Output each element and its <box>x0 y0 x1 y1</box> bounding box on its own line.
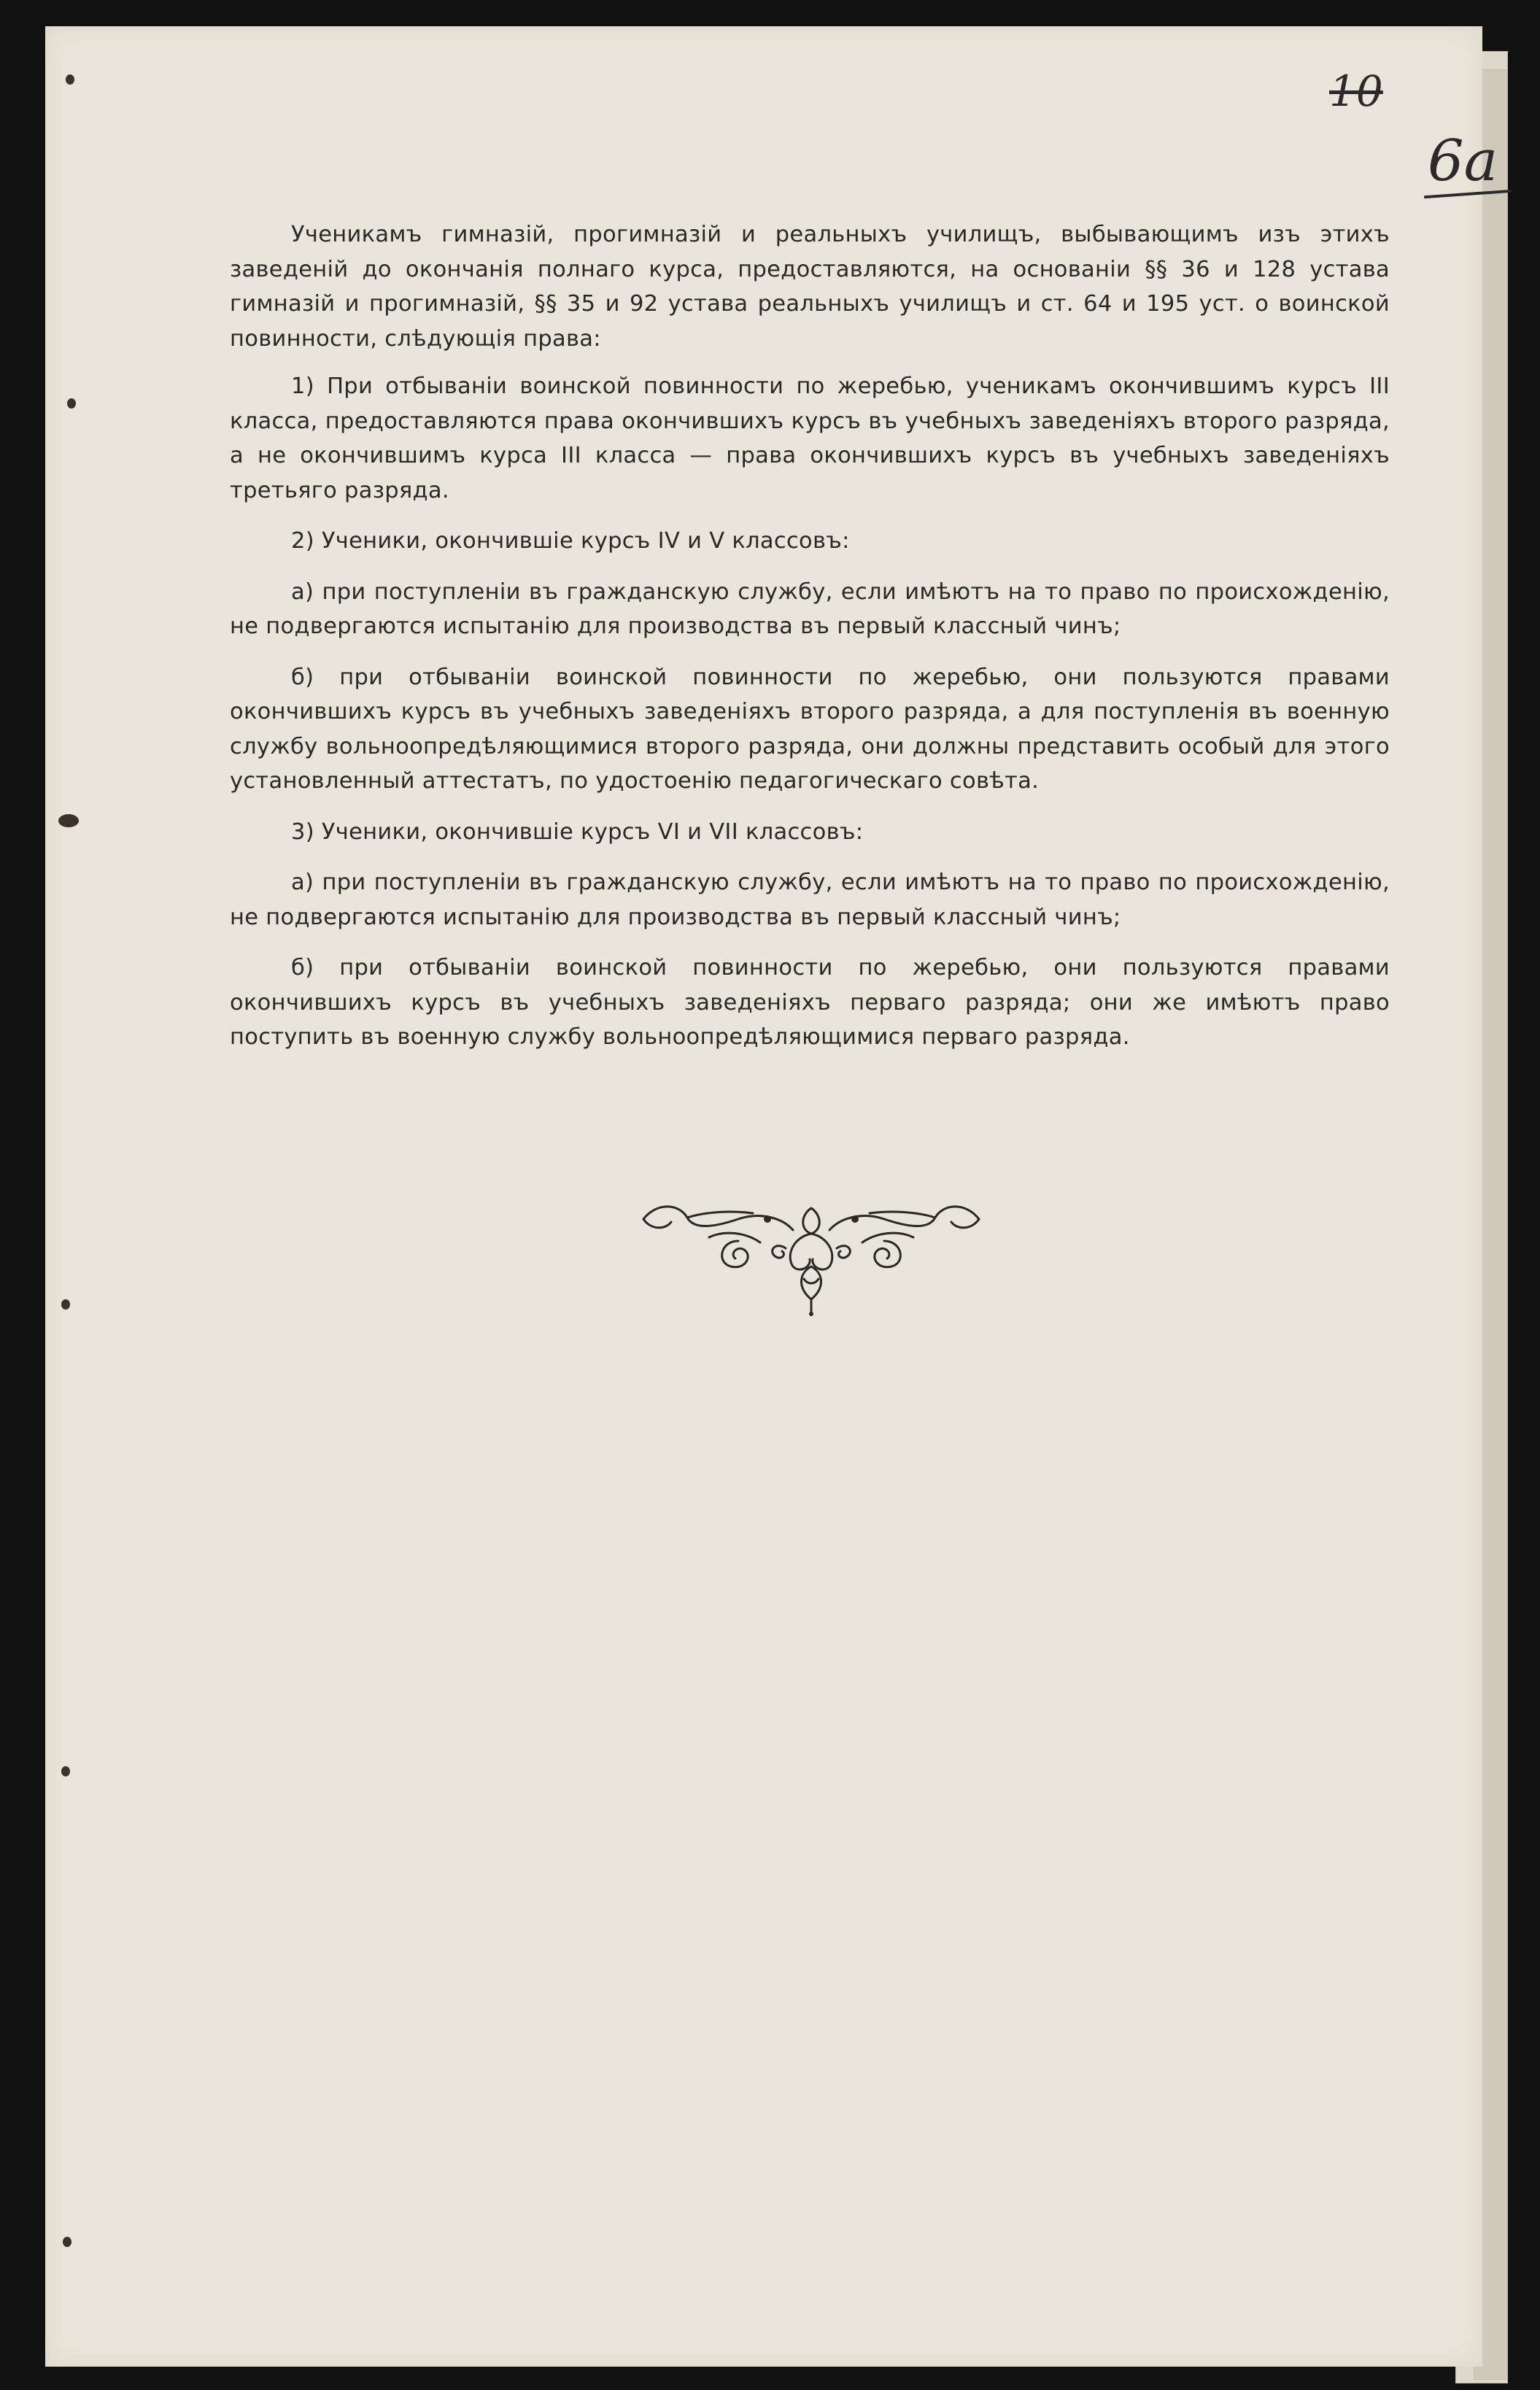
clause-2a: а) при поступленіи въ гражданскую службу, если имѣютъ на то право по происхожденію, не подвергаются испытанію для производства въ первый классный чинъ; <box>230 579 1390 639</box>
document-page <box>45 26 1498 2367</box>
clause-2b: б) при отбываніи воинской повинности по жеребью, они пользуются правами окончившихъ курсъ въ учебныхъ заведеніяхъ второго разряда, а для поступленія въ военную службу вольноопредѣляющимися второго разряда, они должны представить особый для этого установленный аттестатъ, по удостоенію педагогическаго совѣта. <box>230 664 1390 794</box>
decorative-flourish-icon <box>636 1197 986 1321</box>
clause-3-heading: 3) Ученики, окончившіе курсъ VI и VII классовъ: <box>291 819 864 845</box>
punch-hole <box>61 1299 70 1310</box>
clause-3a: а) при поступленіи въ гражданскую службу, если имѣютъ на то право по происхожденію, не подвергаются испытанію для производства въ первый классный чинъ; <box>230 870 1390 930</box>
punch-hole <box>66 74 74 85</box>
intro-paragraph: Ученикамъ гимназій, прогимназій и реальныхъ училищъ, выбывающимъ изъ этихъ заведеній до окончанія полнаго курса, предоставляются, на основаніи §§ 36 и 128 устава гимназій и прогимназій, §§ 35 и 92 устава реальныхъ училищъ и ст. 64 и 195 уст. о воинской повинности, слѣдующія права: <box>230 222 1390 352</box>
punch-hole <box>58 814 79 827</box>
punch-hole <box>61 1766 70 1776</box>
punch-hole <box>63 2237 71 2247</box>
clause-1: 1) При отбываніи воинской повинности по жеребью, ученикамъ окончившимъ курсъ III класса, предоставляются права окончившихъ курсъ въ учебныхъ заведеніяхъ второго разряда, а не окончившимъ курса III класса — права окончившихъ курсъ въ учебныхъ заведеніяхъ третьяго разряда. <box>230 374 1390 503</box>
old-folio-number: 10 <box>1329 66 1383 116</box>
clause-3b: б) при отбываніи воинской повинности по жеребью, они пользуются правами окончившихъ курсъ въ учебныхъ заведеніяхъ перваго разряда; они же имѣютъ право поступить въ военную службу вольноопредѣляющимися перваго разряда. <box>230 955 1390 1050</box>
clause-2-heading: 2) Ученики, окончившіе курсъ IV и V классовъ: <box>291 528 850 554</box>
punch-hole <box>67 398 76 409</box>
document-body <box>230 217 1390 1071</box>
folio-number: 6а <box>1428 128 1498 194</box>
